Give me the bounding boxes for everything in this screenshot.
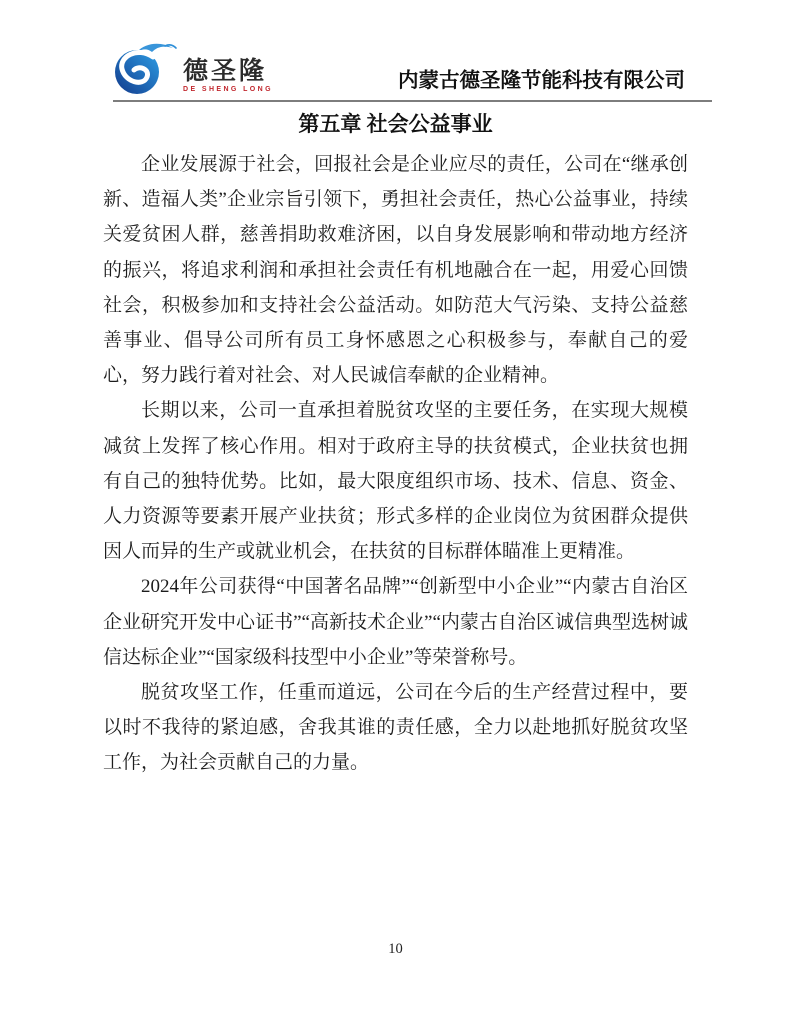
body-paragraph: 2024年公司获得“中国著名品牌”“创新型中小企业”“内蒙古自治区企业研究开发中心证书”“高新技术企业”“内蒙古自治区诚信典型选树诚信达标企业”“国家级科技型中小企业”等荣誉称号。 xyxy=(103,576,688,668)
chapter-title: 第五章 社会公益事业 xyxy=(298,112,493,136)
company-name: 内蒙古德圣隆节能科技有限公司 xyxy=(398,70,685,93)
logo-text xyxy=(183,59,273,96)
body-paragraph: 企业发展源于社会，回报社会是企业应尽的责任，公司在“继承创新、造福人类”企业宗旨引领下，勇担社会责任，热心公益事业，持续关爱贫困人群，慈善捐助救难济困，以自身发展影响和带动地方经济的振兴，将追求利润和承担社会责任有机地融合在一起，用爱心回馈社会，积极参加和支持社会公益活动。如防范大气污染、支持公益慈善事业、倡导公司所有员工身怀感恩之心积极参与，奉献自己的爱心，努力践行着对社会、对人民诚信奉献的企业精神。 xyxy=(103,154,688,387)
page-number: 10 xyxy=(388,941,403,957)
page-header xyxy=(113,40,712,102)
body-paragraph: 长期以来，公司一直承担着脱贫攻坚的主要任务，在实现大规模减贫上发挥了核心作用。相对于政府主导的扶贫模式，企业扶贫也拥有自己的独特优势。比如，最大限度组织市场、技术、信息、资金、人力资源等要素开展产业扶贫；形式多样的企业岗位为贫困群众提供因人而异的生产或就业机会，在扶贫的目标群体瞄准上更精准。 xyxy=(103,400,688,563)
company-logo xyxy=(113,40,273,96)
dragon-logo-icon xyxy=(113,40,179,96)
logo-name-en: DE SHENG LONG xyxy=(183,86,273,93)
logo-name-cn: 德圣隆 xyxy=(183,57,268,85)
body-text xyxy=(103,147,688,781)
body-paragraph: 脱贫攻坚工作，任重而道远，公司在今后的生产经营过程中，要以时不我待的紧迫感，舍我其谁的责任感，全力以赴地抓好脱贫攻坚工作，为社会贡献自己的力量。 xyxy=(103,682,688,774)
